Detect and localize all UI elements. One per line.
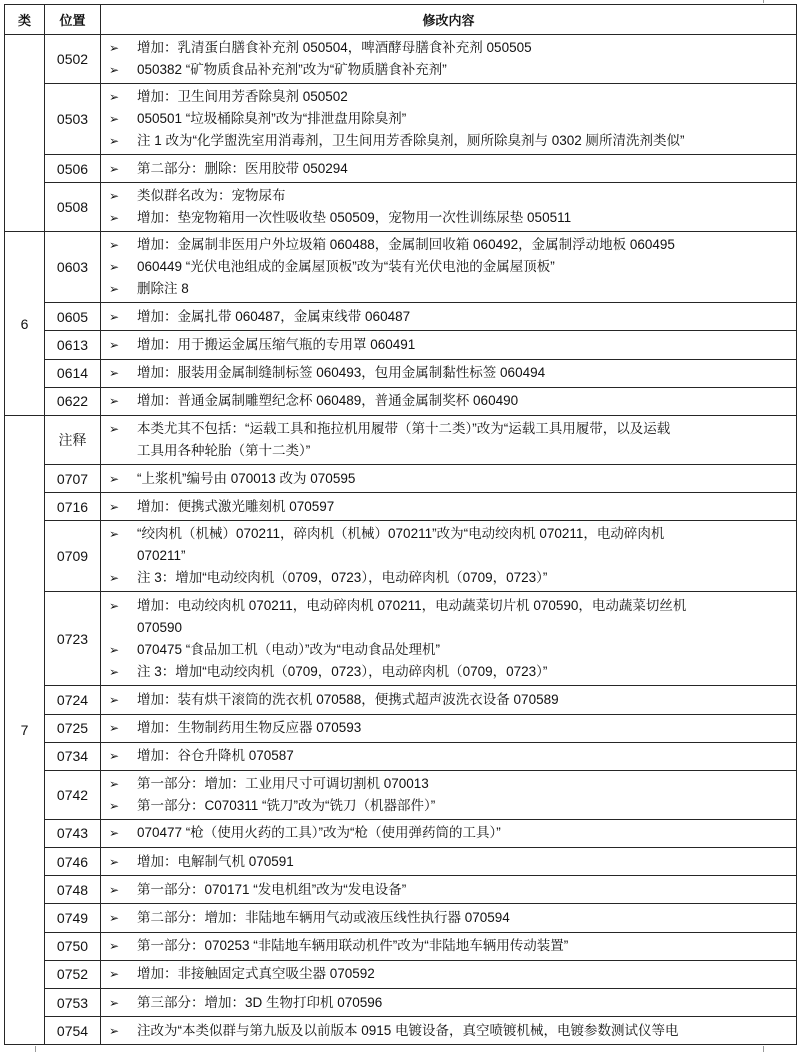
change-item (101, 745, 792, 767)
change-item (101, 523, 792, 567)
table-row (5, 415, 797, 464)
content-cell (101, 932, 797, 960)
bullet-arrow-icon: ➢ (109, 282, 120, 297)
position-cell: 0603 (45, 232, 101, 303)
content-cell (101, 592, 797, 686)
change-item (101, 468, 792, 490)
bullet-arrow-icon: ➢ (109, 571, 120, 586)
content-cell (101, 742, 797, 770)
table-row (5, 876, 797, 904)
change-text: 050382 “矿物质食品补充剂”改为“矿物质膳食补充剂” (137, 62, 447, 77)
content-cell (101, 819, 797, 847)
content-cell (101, 493, 797, 521)
content-cell (101, 521, 797, 592)
change-item (101, 851, 792, 873)
change-item (101, 689, 792, 711)
position-cell: 0502 (45, 35, 101, 84)
table-row (5, 521, 797, 592)
bullet-arrow-icon: ➢ (109, 598, 120, 613)
position-cell: 注释 (45, 415, 101, 464)
position-cell: 0605 (45, 303, 101, 331)
change-text: 增加：便携式激光雕刻机 070597 (137, 498, 335, 514)
change-text: 增加：垫宠物箱用一次性吸收垫 050509，宠物用一次性训练尿垫 050511 (137, 210, 572, 226)
bullet-arrow-icon: ➢ (109, 1023, 120, 1038)
table-row (5, 819, 797, 847)
content-cell (101, 904, 797, 932)
crop-mark-bottom-right (763, 1046, 764, 1052)
change-item (101, 234, 792, 256)
change-text: “上浆机”编号由 070013 改为 070595 (137, 470, 356, 486)
table-row (5, 714, 797, 742)
bullet-arrow-icon: ➢ (109, 826, 120, 841)
position-cell: 0622 (45, 387, 101, 415)
table-row (5, 848, 797, 876)
bullet-arrow-icon: ➢ (109, 421, 120, 436)
content-cell (101, 183, 797, 232)
change-text: 增加：用于搬运金属压缩气瓶的专用罩 060491 (137, 336, 416, 352)
content-cell (101, 232, 797, 303)
crop-mark-bottom-left (35, 1046, 36, 1052)
change-text: 第一部分：增加：工业用尺寸可调切割机 070013 (137, 775, 429, 791)
change-item (101, 86, 792, 108)
change-text: 070475 “食品加工机（电动）”改为“电动食品处理机” (137, 641, 441, 657)
header-position: 位置 (45, 5, 101, 35)
bullet-arrow-icon: ➢ (109, 211, 120, 226)
bullet-arrow-icon: ➢ (109, 749, 120, 764)
bullet-arrow-icon: ➢ (109, 776, 120, 791)
position-cell: 0725 (45, 714, 101, 742)
position-cell: 0614 (45, 359, 101, 387)
position-cell: 0750 (45, 932, 101, 960)
change-item (101, 108, 792, 130)
bullet-arrow-icon: ➢ (109, 260, 120, 275)
bullet-arrow-icon: ➢ (109, 134, 120, 148)
bullet-arrow-icon: ➢ (109, 366, 120, 381)
bullet-arrow-icon: ➢ (109, 995, 120, 1010)
change-text: 增加：非接触固定式真空吸尘器 070592 (137, 966, 375, 982)
change-text: 增加：卫生间用芳香除臭剂 050502 (137, 89, 348, 104)
table-row (5, 989, 797, 1017)
change-text: 增加：谷仓升降机 070587 (137, 748, 294, 764)
change-text: 第一部分：C070311 “铣刀”改为“铣刀（机器部件）” (137, 797, 436, 813)
change-text: “绞肉机（机械）070211，碎肉机（机械）070211”改为“电动绞肉机 070211，电动碎肉机 (137, 526, 665, 542)
bullet-arrow-icon: ➢ (109, 939, 120, 954)
table-row (5, 1017, 797, 1045)
bullet-arrow-icon: ➢ (109, 90, 120, 104)
table-row (5, 960, 797, 988)
change-item (101, 822, 792, 844)
change-text: 删除注 8 (137, 281, 189, 297)
header-row (5, 5, 797, 35)
bullet-arrow-icon: ➢ (109, 664, 120, 679)
bullet-arrow-icon: ➢ (109, 337, 120, 352)
bullet-arrow-icon: ➢ (109, 63, 120, 77)
change-item (101, 185, 792, 207)
change-item (101, 158, 792, 180)
position-cell: 0734 (45, 742, 101, 770)
table-row (5, 387, 797, 415)
position-cell: 0716 (45, 493, 101, 521)
change-text: 增加：金属扎带 060487，金属束线带 060487 (137, 308, 411, 324)
bullet-arrow-icon: ➢ (109, 41, 120, 55)
change-text: 第一部分：070253 “非陆地车辆用联动机件”改为“非陆地车辆用传动装置” (137, 938, 569, 954)
change-item (101, 907, 792, 929)
change-item (101, 59, 792, 81)
change-item (101, 306, 792, 328)
position-cell: 0742 (45, 770, 101, 819)
table-row (5, 35, 797, 84)
bullet-arrow-icon: ➢ (109, 911, 120, 926)
change-item (101, 1020, 792, 1042)
table-row (5, 932, 797, 960)
content-cell (101, 155, 797, 183)
content-cell (101, 876, 797, 904)
change-item (101, 334, 792, 356)
table-row (5, 232, 797, 303)
content-cell (101, 848, 797, 876)
change-item (101, 935, 792, 957)
change-item (101, 130, 792, 152)
change-item (101, 717, 792, 739)
change-text: 070211” (137, 548, 186, 564)
class-cell (5, 35, 45, 232)
change-item (101, 37, 792, 59)
content-cell (101, 989, 797, 1017)
position-cell: 0743 (45, 819, 101, 847)
change-text: 增加：电动绞肉机 070211，电动碎肉机 070211，电动蔬菜切片机 070590，电动蔬菜切丝机 (137, 597, 687, 613)
change-item (101, 773, 792, 795)
content-cell (101, 714, 797, 742)
change-text: 第二部分：增加：非陆地车辆用气动或液压线性执行器 070594 (137, 910, 510, 926)
position-cell: 0746 (45, 848, 101, 876)
change-text: 注 3：增加“电动绞肉机（0709，0723），电动碎肉机（0709，0723）” (137, 570, 548, 586)
change-item (101, 278, 792, 300)
change-item (101, 963, 792, 985)
change-text: 050501 “垃圾桶除臭剂”改为“排泄盘用除臭剂” (137, 111, 407, 126)
table-row (5, 359, 797, 387)
change-item (101, 639, 792, 661)
bullet-arrow-icon: ➢ (109, 238, 120, 253)
header-content: 修改内容 (101, 5, 797, 35)
position-cell: 0503 (45, 84, 101, 155)
position-cell: 0754 (45, 1017, 101, 1045)
table-row (5, 183, 797, 232)
content-cell (101, 770, 797, 819)
table-row (5, 84, 797, 155)
table-body (5, 35, 797, 1045)
bullet-arrow-icon: ➢ (109, 112, 120, 126)
table-row (5, 331, 797, 359)
position-cell: 0613 (45, 331, 101, 359)
modification-table (4, 4, 797, 1045)
change-text: 注改为“本类似群与第九版及以前版本 0915 电镀设备，真空喷镀机械，电镀参数测试仪等电 (137, 1022, 679, 1038)
change-item (101, 496, 792, 518)
bullet-arrow-icon: ➢ (109, 854, 120, 869)
change-text: 增加：乳清蛋白膳食补充剂 050504，啤酒酵母膳食补充剂 050505 (137, 40, 532, 55)
change-item (101, 661, 792, 683)
table-row (5, 904, 797, 932)
table-row (5, 303, 797, 331)
header-class: 类 (5, 5, 45, 35)
content-cell (101, 35, 797, 84)
bullet-arrow-icon: ➢ (109, 882, 120, 897)
bullet-arrow-icon: ➢ (109, 394, 120, 409)
bullet-arrow-icon: ➢ (109, 642, 120, 657)
change-item (101, 595, 792, 639)
table-row (5, 686, 797, 714)
table-row (5, 592, 797, 686)
content-cell (101, 387, 797, 415)
content-cell (101, 415, 797, 464)
change-item (101, 390, 792, 412)
position-cell: 0709 (45, 521, 101, 592)
crop-mark-top-right (763, 0, 764, 3)
bullet-arrow-icon: ➢ (109, 967, 120, 982)
bullet-arrow-icon: ➢ (109, 161, 120, 176)
change-text: 工具用各种轮胎（第十二类）” (137, 442, 311, 458)
class-cell: 7 (5, 415, 45, 1044)
change-item (101, 567, 792, 589)
change-item (101, 362, 792, 384)
content-cell (101, 359, 797, 387)
change-text: 增加：电解制气机 070591 (137, 853, 294, 869)
content-cell (101, 331, 797, 359)
change-text: 070477 “枪（使用火药的工具）”改为“枪（使用弹药筒的工具）” (137, 825, 501, 841)
content-cell (101, 303, 797, 331)
position-cell: 0707 (45, 464, 101, 492)
change-item (101, 879, 792, 901)
bullet-arrow-icon: ➢ (109, 309, 120, 324)
change-text: 增加：装有烘干滚筒的洗衣机 070588，便携式超声波洗衣设备 070589 (137, 691, 559, 707)
table-row (5, 770, 797, 819)
table-row (5, 742, 797, 770)
bullet-arrow-icon: ➢ (109, 471, 120, 486)
change-item (101, 207, 792, 229)
position-cell: 0724 (45, 686, 101, 714)
change-item (101, 418, 792, 462)
content-cell (101, 686, 797, 714)
change-text: 增加：普通金属制雕塑纪念杯 060489，普通金属制奖杯 060490 (137, 393, 519, 409)
content-cell (101, 464, 797, 492)
change-text: 增加：服装用金属制缝制标签 060493，包用金属制黏性标签 060494 (137, 365, 546, 381)
change-item (101, 992, 792, 1014)
change-item (101, 256, 792, 278)
content-cell (101, 1017, 797, 1045)
bullet-arrow-icon: ➢ (109, 721, 120, 736)
position-cell: 0752 (45, 960, 101, 988)
position-cell: 0506 (45, 155, 101, 183)
content-cell (101, 960, 797, 988)
position-cell: 0748 (45, 876, 101, 904)
position-cell: 0749 (45, 904, 101, 932)
change-text: 类似群名改为：宠物尿布 (137, 188, 286, 204)
class-cell: 6 (5, 232, 45, 416)
position-cell: 0753 (45, 989, 101, 1017)
change-text: 第二部分：删除：医用胶带 050294 (137, 160, 348, 176)
position-cell: 0508 (45, 183, 101, 232)
bullet-arrow-icon: ➢ (109, 798, 120, 813)
change-text: 070590 (137, 619, 183, 635)
change-text: 第一部分：070171 “发电机组”改为“发电设备” (137, 881, 407, 897)
content-cell (101, 84, 797, 155)
change-text: 第三部分：增加：3D 生物打印机 070596 (137, 994, 383, 1010)
change-text: 增加：金属制非医用户外垃圾箱 060488，金属制回收箱 060492，金属制浮动地板 060495 (137, 237, 675, 253)
change-text: 本类尤其不包括：“运载工具和拖拉机用履带（第十二类）”改为“运载工具用履带，以及运载 (137, 420, 671, 436)
table-row (5, 464, 797, 492)
bullet-arrow-icon: ➢ (109, 189, 120, 204)
change-text: 注 3：增加“电动绞肉机（0709，0723），电动碎肉机（0709，0723）” (137, 663, 548, 679)
bullet-arrow-icon: ➢ (109, 527, 120, 542)
bullet-arrow-icon: ➢ (109, 499, 120, 514)
change-item (101, 795, 792, 817)
position-cell: 0723 (45, 592, 101, 686)
change-text: 注 1 改为“化学盥洗室用消毒剂，卫生间用芳香除臭剂，厕所除臭剂与 0302 厕所清洗剂类似” (137, 133, 685, 148)
change-text: 060449 “光伏电池组成的金属屋顶板”改为“装有光伏电池的金属屋顶板” (137, 259, 555, 275)
change-text: 增加：生物制药用生物反应器 070593 (137, 720, 362, 736)
table-row (5, 155, 797, 183)
table-row (5, 493, 797, 521)
bullet-arrow-icon: ➢ (109, 692, 120, 707)
